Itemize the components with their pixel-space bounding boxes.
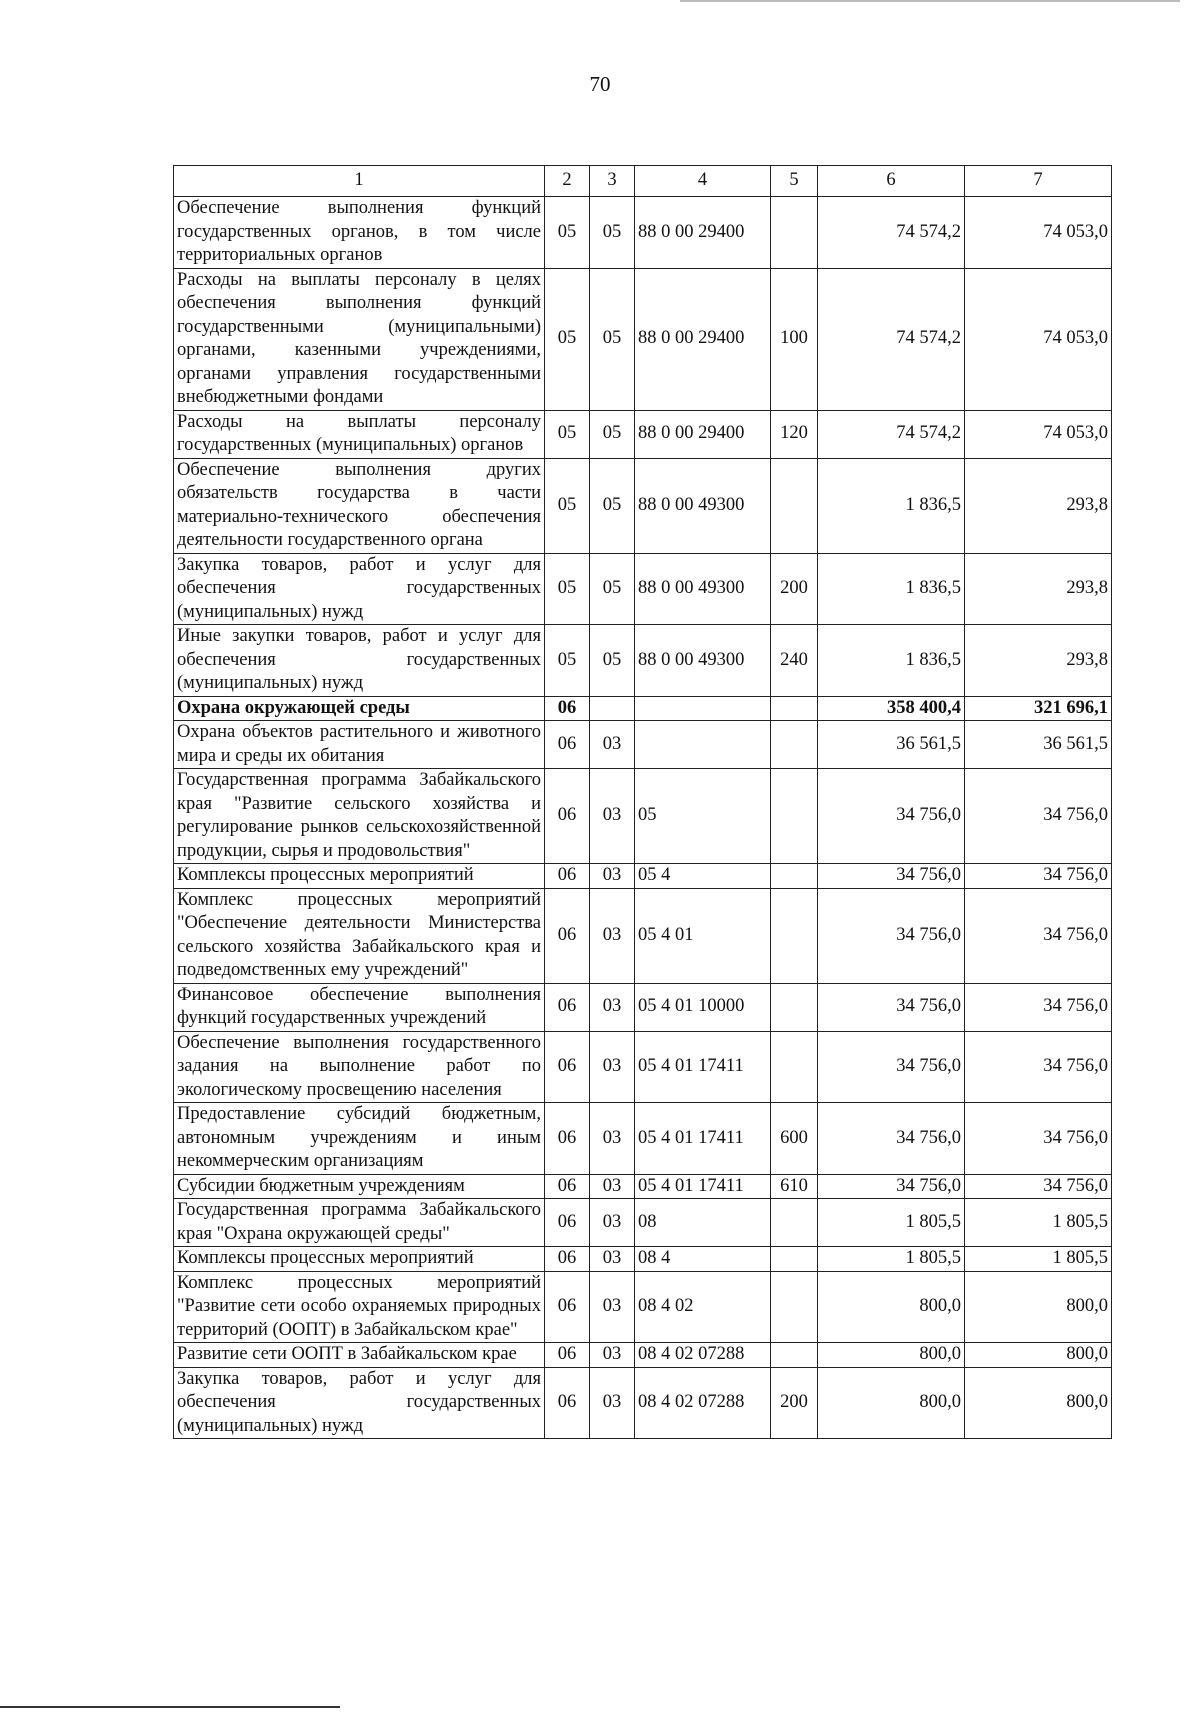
row-section: 05 (545, 410, 590, 458)
row-section: 05 (545, 197, 590, 269)
row-section: 06 (545, 888, 590, 983)
row-amount-col6: 800,0 (818, 1367, 965, 1439)
table-row (174, 458, 1112, 553)
row-subsection (590, 696, 635, 721)
row-target-code (635, 721, 771, 769)
row-name: Государственная программа Забайкальского края "Развитие сельского хозяйства и регулирование рынков сельскохозяйственной продукции, сырья и продовольствия" (174, 769, 545, 864)
row-amount-col6: 34 756,0 (818, 888, 965, 983)
table-row (174, 721, 1112, 769)
row-subsection: 05 (590, 625, 635, 697)
row-expense-type: 200 (771, 553, 818, 625)
column-header-7: 7 (965, 166, 1112, 197)
row-amount-col7: 34 756,0 (965, 888, 1112, 983)
row-name: Иные закупки товаров, работ и услуг для обеспечения государственных (муниципальных) нужд (174, 625, 545, 697)
table-row (174, 1174, 1112, 1199)
row-expense-type: 200 (771, 1367, 818, 1439)
row-subsection: 05 (590, 197, 635, 269)
row-section: 06 (545, 1271, 590, 1343)
table-row (174, 1031, 1112, 1103)
row-amount-col7: 74 053,0 (965, 410, 1112, 458)
column-header-4: 4 (635, 166, 771, 197)
row-name: Обеспечение выполнения государственного задания на выполнение работ по экологическому просвещению населения (174, 1031, 545, 1103)
row-name: Расходы на выплаты персоналу в целях обеспечения выполнения функций государственными (муниципальными) органами, казенными учреждениями, органами управления государственными внебюджетными фондами (174, 268, 545, 410)
column-header-2: 2 (545, 166, 590, 197)
row-section: 06 (545, 696, 590, 721)
row-subsection: 03 (590, 1271, 635, 1343)
row-amount-col7: 800,0 (965, 1367, 1112, 1439)
row-section: 06 (545, 983, 590, 1031)
row-subsection: 03 (590, 1247, 635, 1272)
row-target-code: 88 0 00 49300 (635, 458, 771, 553)
table-row (174, 1367, 1112, 1439)
row-section: 05 (545, 625, 590, 697)
row-name: Комплексы процессных мероприятий (174, 864, 545, 889)
scan-edge-line-top (680, 0, 1180, 2)
row-expense-type: 600 (771, 1103, 818, 1175)
row-amount-col7: 293,8 (965, 553, 1112, 625)
row-name: Закупка товаров, работ и услуг для обеспечения государственных (муниципальных) нужд (174, 1367, 545, 1439)
row-name: Охрана объектов растительного и животного мира и среды их обитания (174, 721, 545, 769)
column-header-1: 1 (174, 166, 545, 197)
row-amount-col6: 800,0 (818, 1271, 965, 1343)
table-row (174, 625, 1112, 697)
table-row (174, 888, 1112, 983)
row-amount-col6: 1 836,5 (818, 553, 965, 625)
row-amount-col7: 1 805,5 (965, 1247, 1112, 1272)
row-target-code: 08 4 (635, 1247, 771, 1272)
row-expense-type (771, 983, 818, 1031)
row-target-code: 05 4 01 (635, 888, 771, 983)
row-section: 06 (545, 1367, 590, 1439)
row-name: Закупка товаров, работ и услуг для обеспечения государственных (муниципальных) нужд (174, 553, 545, 625)
row-target-code: 05 4 (635, 864, 771, 889)
row-amount-col7: 34 756,0 (965, 1031, 1112, 1103)
table-row (174, 197, 1112, 269)
row-amount-col7: 34 756,0 (965, 983, 1112, 1031)
row-amount-col6: 1 836,5 (818, 458, 965, 553)
table-row (174, 769, 1112, 864)
row-section: 06 (545, 721, 590, 769)
row-amount-col6: 800,0 (818, 1343, 965, 1368)
row-amount-col7: 36 561,5 (965, 721, 1112, 769)
row-target-code: 88 0 00 29400 (635, 410, 771, 458)
row-amount-col6: 74 574,2 (818, 197, 965, 269)
column-header-5: 5 (771, 166, 818, 197)
table-row (174, 268, 1112, 410)
row-name: Субсидии бюджетным учреждениям (174, 1174, 545, 1199)
table-body (174, 197, 1112, 1439)
table-row (174, 1103, 1112, 1175)
row-section: 05 (545, 553, 590, 625)
row-section: 06 (545, 1174, 590, 1199)
table-row (174, 553, 1112, 625)
table-row (174, 1247, 1112, 1272)
row-target-code: 88 0 00 29400 (635, 268, 771, 410)
row-expense-type (771, 458, 818, 553)
row-name: Охрана окружающей среды (174, 696, 545, 721)
row-target-code: 08 (635, 1199, 771, 1247)
row-subsection: 03 (590, 1199, 635, 1247)
row-name: Развитие сети ООПТ в Забайкальском крае (174, 1343, 545, 1368)
row-name: Комплекс процессных мероприятий "Обеспечение деятельности Министерства сельского хозяйства Забайкальского края и подведомственных ему учреждений" (174, 888, 545, 983)
row-amount-col6: 1 805,5 (818, 1199, 965, 1247)
row-amount-col6: 1 805,5 (818, 1247, 965, 1272)
row-amount-col6: 34 756,0 (818, 1103, 965, 1175)
row-subsection: 03 (590, 721, 635, 769)
row-amount-col6: 74 574,2 (818, 410, 965, 458)
row-expense-type (771, 888, 818, 983)
row-name: Расходы на выплаты персоналу государственных (муниципальных) органов (174, 410, 545, 458)
table-row (174, 983, 1112, 1031)
row-expense-type: 120 (771, 410, 818, 458)
row-amount-col7: 293,8 (965, 625, 1112, 697)
row-expense-type (771, 696, 818, 721)
row-subsection: 03 (590, 983, 635, 1031)
row-section: 06 (545, 864, 590, 889)
row-name: Обеспечение выполнения других обязательств государства в части материально-технического обеспечения деятельности государственного органа (174, 458, 545, 553)
row-amount-col6: 1 836,5 (818, 625, 965, 697)
row-amount-col7: 800,0 (965, 1271, 1112, 1343)
table-header-row (174, 166, 1112, 197)
row-amount-col7: 74 053,0 (965, 268, 1112, 410)
row-amount-col6: 34 756,0 (818, 983, 965, 1031)
row-subsection: 05 (590, 458, 635, 553)
row-subsection: 05 (590, 410, 635, 458)
row-subsection: 05 (590, 268, 635, 410)
row-target-code: 05 4 01 17411 (635, 1031, 771, 1103)
budget-table (173, 165, 1112, 1439)
row-subsection: 03 (590, 888, 635, 983)
row-amount-col7: 34 756,0 (965, 864, 1112, 889)
column-header-3: 3 (590, 166, 635, 197)
row-expense-type (771, 769, 818, 864)
row-amount-col7: 293,8 (965, 458, 1112, 553)
row-subsection: 03 (590, 1031, 635, 1103)
row-expense-type: 100 (771, 268, 818, 410)
page-number: 70 (589, 72, 611, 96)
row-expense-type: 240 (771, 625, 818, 697)
row-target-code (635, 696, 771, 721)
row-subsection: 05 (590, 553, 635, 625)
row-target-code: 08 4 02 07288 (635, 1367, 771, 1439)
row-section: 06 (545, 1199, 590, 1247)
row-expense-type: 610 (771, 1174, 818, 1199)
row-amount-col6: 34 756,0 (818, 1174, 965, 1199)
row-name: Предоставление субсидий бюджетным, автономным учреждениям и иным некоммерческим организациям (174, 1103, 545, 1175)
scan-edge-line-bottom (0, 1706, 340, 1708)
row-expense-type (771, 1031, 818, 1103)
row-subsection: 03 (590, 1367, 635, 1439)
column-header-6: 6 (818, 166, 965, 197)
row-target-code: 88 0 00 29400 (635, 197, 771, 269)
table-row (174, 1271, 1112, 1343)
row-expense-type (771, 864, 818, 889)
row-name: Финансовое обеспечение выполнения функций государственных учреждений (174, 983, 545, 1031)
row-amount-col6: 34 756,0 (818, 1031, 965, 1103)
table-row (174, 1199, 1112, 1247)
row-target-code: 88 0 00 49300 (635, 625, 771, 697)
row-target-code: 05 4 01 17411 (635, 1103, 771, 1175)
row-target-code: 08 4 02 (635, 1271, 771, 1343)
row-target-code: 05 4 01 10000 (635, 983, 771, 1031)
row-section: 06 (545, 769, 590, 864)
table-row (174, 410, 1112, 458)
row-section: 06 (545, 1247, 590, 1272)
row-name: Комплекс процессных мероприятий "Развитие сети особо охраняемых природных территорий (ООПТ) в Забайкальском крае" (174, 1271, 545, 1343)
row-section: 06 (545, 1343, 590, 1368)
row-amount-col7: 1 805,5 (965, 1199, 1112, 1247)
table-row (174, 864, 1112, 889)
table-row (174, 696, 1112, 721)
row-expense-type (771, 1199, 818, 1247)
row-amount-col6: 34 756,0 (818, 864, 965, 889)
row-amount-col7: 34 756,0 (965, 1103, 1112, 1175)
row-target-code: 88 0 00 49300 (635, 553, 771, 625)
row-subsection: 03 (590, 769, 635, 864)
row-name: Обеспечение выполнения функций государственных органов, в том числе территориальных органов (174, 197, 545, 269)
row-target-code: 05 (635, 769, 771, 864)
row-target-code: 05 4 01 17411 (635, 1174, 771, 1199)
row-subsection: 03 (590, 1343, 635, 1368)
row-name: Комплексы процессных мероприятий (174, 1247, 545, 1272)
row-amount-col7: 34 756,0 (965, 769, 1112, 864)
row-amount-col7: 800,0 (965, 1343, 1112, 1368)
row-expense-type (771, 1271, 818, 1343)
row-expense-type (771, 721, 818, 769)
row-expense-type (771, 1247, 818, 1272)
row-amount-col6: 358 400,4 (818, 696, 965, 721)
row-subsection: 03 (590, 864, 635, 889)
row-section: 05 (545, 268, 590, 410)
row-target-code: 08 4 02 07288 (635, 1343, 771, 1368)
row-expense-type (771, 1343, 818, 1368)
row-amount-col7: 74 053,0 (965, 197, 1112, 269)
row-section: 06 (545, 1103, 590, 1175)
row-amount-col6: 34 756,0 (818, 769, 965, 864)
row-amount-col7: 34 756,0 (965, 1174, 1112, 1199)
row-amount-col7: 321 696,1 (965, 696, 1112, 721)
table-row (174, 1343, 1112, 1368)
row-name: Государственная программа Забайкальского края "Охрана окружающей среды" (174, 1199, 545, 1247)
row-section: 06 (545, 1031, 590, 1103)
row-expense-type (771, 197, 818, 269)
row-subsection: 03 (590, 1103, 635, 1175)
row-subsection: 03 (590, 1174, 635, 1199)
row-amount-col6: 74 574,2 (818, 268, 965, 410)
row-amount-col6: 36 561,5 (818, 721, 965, 769)
row-section: 05 (545, 458, 590, 553)
